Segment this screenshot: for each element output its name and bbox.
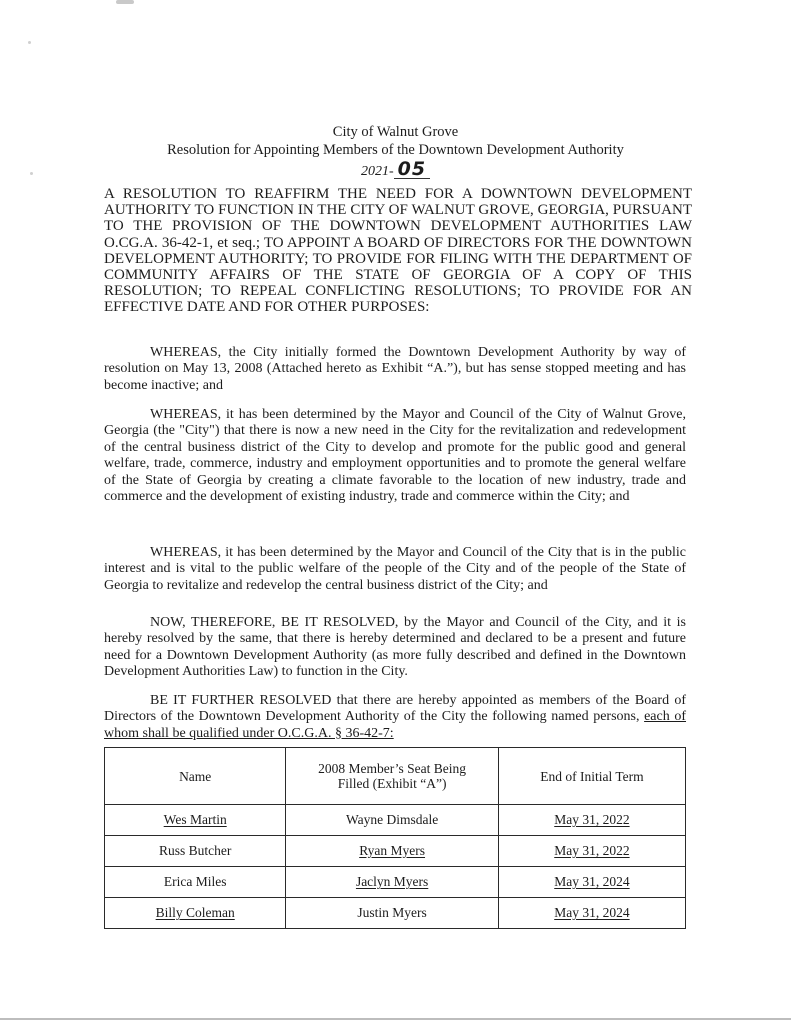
table-row [105, 898, 686, 929]
term-end-text: May 31, 2022 [554, 812, 630, 827]
table-row [105, 805, 686, 836]
resolution-caption: A RESOLUTION TO REAFFIRM THE NEED FOR A DOWNTOWN DEVELOPMENT AUTHORITY TO FUNCTION IN THE CITY OF WALNUT GROVE, GEORGIA, PURSUANT TO THE PROVISION OF THE DOWNTOWN DEVELOPMENT AUTHORITIES LAW O.CG.A. 36-42-1, et seq.; TO APPOINT A BOARD OF DIRECTORS FOR THE DOWNTOWN DEVELOPMENT AUTHORITY; TO PROVIDE FOR FILING WITH THE DEPARTMENT OF COMMUNITY AFFAIRS OF THE STATE OF GEORGIA OF A COPY OF THIS RESOLUTION; TO REPEAL CONFLICTING RESOLUTIONS; TO PROVIDE FOR AN EFFECTIVE DATE AND FOR OTHER PURPOSES: [104, 186, 692, 316]
header-name: Name [105, 748, 286, 805]
seat-filled [286, 836, 498, 867]
member-name: Russ Butcher [105, 836, 286, 867]
term-end [498, 805, 685, 836]
scan-artifact [116, 0, 134, 4]
table-header-row [105, 748, 686, 805]
term-end [498, 836, 685, 867]
whereas-paragraph-1: WHEREAS, the City initially formed the Downtown Development Authority by way of resolution on May 13, 2008 (Attached hereto as Exhibit “A.”), but has sense stopped meeting and has become inactive; and [104, 345, 686, 393]
whereas-paragraph-2: WHEREAS, it has been determined by the Mayor and Council of the City of Walnut Grove, Georgia (the "City") that there is now a new need in the City for the revitalization and redevelopment of the central business district of the City to develop and promote for the public good and general welfare, trade, commerce, industry and employment opportunities and to promote the general welfare of the State of Georgia by creating a climate favorable to the location of new industry, trade and commerce and the development of existing industry, trade and commerce within the City; and [104, 407, 686, 505]
header-seat-filled-text: 2008 Member’s Seat Being Filled (Exhibit “A”) [318, 761, 467, 791]
handwritten-number: 05 [394, 161, 430, 179]
scan-speck [28, 41, 31, 44]
table-row [105, 867, 686, 898]
seat-filled-text: Jaclyn Myers [355, 874, 429, 889]
term-end [498, 898, 685, 929]
resolution-number [0, 158, 791, 180]
board-appointments-table [104, 747, 686, 929]
resolved-paragraph: NOW, THEREFORE, BE IT RESOLVED, by the Mayor and Council of the City, and it is hereby resolved by the same, that there is hereby determined and declared to be a present and future need for a Downtown Development Authority (as more fully described and defined in the Downtown Development Authorities Law) to function in the City. [104, 615, 686, 680]
resolution-title: Resolution for Appointing Members of the Downtown Development Authority [167, 142, 624, 158]
member-name [105, 805, 286, 836]
whereas-paragraph-3: WHEREAS, it has been determined by the Mayor and Council of the City that is in the public interest and is vital to the public welfare of the people of the City and of the people of the State of Georgia to revitalize and redevelop the central business district of the City; and [104, 545, 686, 593]
term-end-text: May 31, 2022 [554, 843, 630, 858]
resolution-number-prefix: 2021- [360, 164, 394, 179]
page-bottom-edge [0, 1018, 791, 1020]
term-end-text: May 31, 2024 [554, 905, 630, 920]
further-resolved-underlined: each of whom shall be qualified under O.C.G.A. § 36-42-7: [104, 709, 687, 741]
seat-filled-text: Ryan Myers [359, 843, 426, 858]
member-name: Erica Miles [105, 867, 286, 898]
further-resolved-text: BE IT FURTHER RESOLVED that there are hereby appointed as members of the Board of Directors of the Downtown Development Authority of the City the following named persons, [104, 693, 686, 725]
header-seat-filled [286, 748, 498, 805]
member-name-text: Wes Martin [163, 812, 227, 827]
header-end-term: End of Initial Term [498, 748, 685, 805]
term-end-text: May 31, 2024 [554, 874, 630, 889]
city-name: City of Walnut Grove [332, 124, 459, 140]
further-resolved-paragraph [104, 693, 686, 742]
seat-filled: Justin Myers [286, 898, 498, 929]
table-row [105, 836, 686, 867]
seat-filled: Wayne Dimsdale [286, 805, 498, 836]
member-name [105, 898, 286, 929]
term-end [498, 867, 685, 898]
seat-filled [286, 867, 498, 898]
member-name-text: Billy Coleman [155, 905, 235, 920]
